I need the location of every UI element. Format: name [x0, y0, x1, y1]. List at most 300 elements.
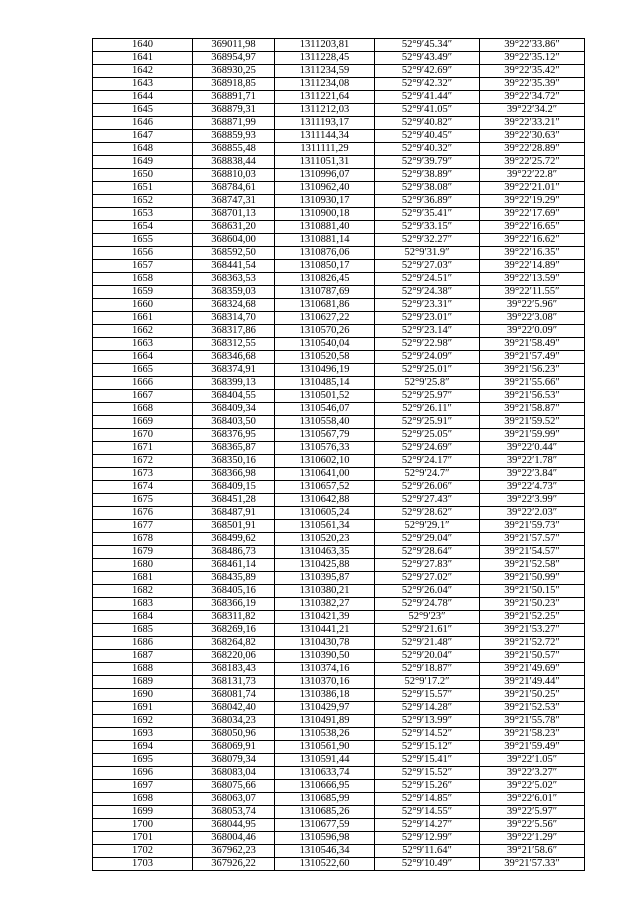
x-coordinate-cell: 368079,34: [193, 754, 275, 767]
point-number-cell: 1685: [93, 624, 193, 637]
x-coordinate-cell: 368451,28: [193, 494, 275, 507]
point-number-cell: 1689: [93, 676, 193, 689]
y-coordinate-cell: 1310633,74: [275, 767, 375, 780]
point-number-cell: 1643: [93, 78, 193, 91]
y-coordinate-cell: 1310491,89: [275, 715, 375, 728]
table-row: [93, 507, 585, 520]
x-coordinate-cell: 368871,99: [193, 117, 275, 130]
latitude-cell: 52°9′15.26″: [375, 780, 480, 793]
table-row: [93, 234, 585, 247]
latitude-cell: 52°9′15.52″: [375, 767, 480, 780]
latitude-cell: 52°9′38.08″: [375, 182, 480, 195]
latitude-cell: 52°9′25.05″: [375, 429, 480, 442]
latitude-cell: 52°9′40.82″: [375, 117, 480, 130]
table-row: [93, 793, 585, 806]
longitude-cell: 39°22′35.42″: [480, 65, 585, 78]
x-coordinate-cell: 368461,14: [193, 559, 275, 572]
latitude-cell: 52°9′24.17″: [375, 455, 480, 468]
longitude-cell: 39°21′59.49″: [480, 741, 585, 754]
point-number-cell: 1681: [93, 572, 193, 585]
table-row: [93, 624, 585, 637]
x-coordinate-cell: 367962,23: [193, 845, 275, 858]
longitude-cell: 39°22′33.86″: [480, 39, 585, 52]
longitude-cell: 39°22′28.89″: [480, 143, 585, 156]
y-coordinate-cell: 1310425,88: [275, 559, 375, 572]
point-number-cell: 1687: [93, 650, 193, 663]
longitude-cell: 39°21′50.25″: [480, 689, 585, 702]
point-number-cell: 1642: [93, 65, 193, 78]
table-row: [93, 858, 585, 871]
table-row: [93, 195, 585, 208]
longitude-cell: 39°21′49.44″: [480, 676, 585, 689]
x-coordinate-cell: 368404,55: [193, 390, 275, 403]
latitude-cell: 52°9′17.2″: [375, 676, 480, 689]
x-coordinate-cell: 368592,50: [193, 247, 275, 260]
y-coordinate-cell: 1310681,86: [275, 299, 375, 312]
point-number-cell: 1661: [93, 312, 193, 325]
table-row: [93, 78, 585, 91]
coordinates-table: [92, 38, 585, 871]
point-number-cell: 1667: [93, 390, 193, 403]
point-number-cell: 1652: [93, 195, 193, 208]
longitude-cell: 39°21′58.49″: [480, 338, 585, 351]
latitude-cell: 52°9′27.03″: [375, 260, 480, 273]
longitude-cell: 39°22′5.96″: [480, 299, 585, 312]
table-row: [93, 689, 585, 702]
latitude-cell: 52°9′27.43″: [375, 494, 480, 507]
y-coordinate-cell: 1310463,35: [275, 546, 375, 559]
longitude-cell: 39°21′50.15″: [480, 585, 585, 598]
table-row: [93, 702, 585, 715]
point-number-cell: 1660: [93, 299, 193, 312]
y-coordinate-cell: 1311228,45: [275, 52, 375, 65]
latitude-cell: 52°9′23″: [375, 611, 480, 624]
point-number-cell: 1701: [93, 832, 193, 845]
y-coordinate-cell: 1310591,44: [275, 754, 375, 767]
table-row: [93, 91, 585, 104]
table-row: [93, 130, 585, 143]
longitude-cell: 39°22′2.03″: [480, 507, 585, 520]
point-number-cell: 1684: [93, 611, 193, 624]
y-coordinate-cell: 1310666,95: [275, 780, 375, 793]
y-coordinate-cell: 1310546,07: [275, 403, 375, 416]
point-number-cell: 1646: [93, 117, 193, 130]
longitude-cell: 39°21′56.53″: [480, 390, 585, 403]
longitude-cell: 39°21′52.58″: [480, 559, 585, 572]
longitude-cell: 39°22′34.2″: [480, 104, 585, 117]
x-coordinate-cell: 368405,16: [193, 585, 275, 598]
point-number-cell: 1640: [93, 39, 193, 52]
latitude-cell: 52°9′12.99″: [375, 832, 480, 845]
y-coordinate-cell: 1310538,26: [275, 728, 375, 741]
table-row: [93, 468, 585, 481]
longitude-cell: 39°21′53.27″: [480, 624, 585, 637]
y-coordinate-cell: 1310380,21: [275, 585, 375, 598]
y-coordinate-cell: 1310850,17: [275, 260, 375, 273]
table-row: [93, 416, 585, 429]
longitude-cell: 39°21′52.72″: [480, 637, 585, 650]
latitude-cell: 52°9′24.51″: [375, 273, 480, 286]
table-row: [93, 559, 585, 572]
point-number-cell: 1691: [93, 702, 193, 715]
y-coordinate-cell: 1310685,99: [275, 793, 375, 806]
latitude-cell: 52°9′23.01″: [375, 312, 480, 325]
x-coordinate-cell: 368069,91: [193, 741, 275, 754]
y-coordinate-cell: 1310496,19: [275, 364, 375, 377]
point-number-cell: 1650: [93, 169, 193, 182]
latitude-cell: 52°9′14.55″: [375, 806, 480, 819]
longitude-cell: 39°22′13.59″: [480, 273, 585, 286]
table-row: [93, 65, 585, 78]
point-number-cell: 1692: [93, 715, 193, 728]
table-row: [93, 299, 585, 312]
y-coordinate-cell: 1310370,16: [275, 676, 375, 689]
point-number-cell: 1651: [93, 182, 193, 195]
longitude-cell: 39°21′59.52″: [480, 416, 585, 429]
longitude-cell: 39°21′57.57″: [480, 533, 585, 546]
table-row: [93, 637, 585, 650]
latitude-cell: 52°9′40.45″: [375, 130, 480, 143]
longitude-cell: 39°22′16.62″: [480, 234, 585, 247]
table-row: [93, 351, 585, 364]
latitude-cell: 52°9′42.32″: [375, 78, 480, 91]
y-coordinate-cell: 1310520,58: [275, 351, 375, 364]
latitude-cell: 52°9′14.27″: [375, 819, 480, 832]
table-row: [93, 845, 585, 858]
table-row: [93, 390, 585, 403]
point-number-cell: 1664: [93, 351, 193, 364]
table-row: [93, 585, 585, 598]
longitude-cell: 39°21′49.69″: [480, 663, 585, 676]
x-coordinate-cell: 368044,95: [193, 819, 275, 832]
y-coordinate-cell: 1310881,14: [275, 234, 375, 247]
x-coordinate-cell: 368317,86: [193, 325, 275, 338]
latitude-cell: 52°9′25.8″: [375, 377, 480, 390]
table-row: [93, 52, 585, 65]
table-row: [93, 221, 585, 234]
table-row: [93, 39, 585, 52]
latitude-cell: 52°9′42.69″: [375, 65, 480, 78]
latitude-cell: 52°9′28.62″: [375, 507, 480, 520]
latitude-cell: 52°9′15.57″: [375, 689, 480, 702]
point-number-cell: 1648: [93, 143, 193, 156]
x-coordinate-cell: 368314,70: [193, 312, 275, 325]
point-number-cell: 1665: [93, 364, 193, 377]
x-coordinate-cell: 368954,97: [193, 52, 275, 65]
point-number-cell: 1670: [93, 429, 193, 442]
latitude-cell: 52°9′29.1″: [375, 520, 480, 533]
point-number-cell: 1644: [93, 91, 193, 104]
latitude-cell: 52°9′40.32″: [375, 143, 480, 156]
y-coordinate-cell: 1310390,50: [275, 650, 375, 663]
x-coordinate-cell: 368063,07: [193, 793, 275, 806]
x-coordinate-cell: 368747,31: [193, 195, 275, 208]
longitude-cell: 39°22′1.29″: [480, 832, 585, 845]
longitude-cell: 39°21′59.73″: [480, 520, 585, 533]
point-number-cell: 1663: [93, 338, 193, 351]
point-number-cell: 1662: [93, 325, 193, 338]
y-coordinate-cell: 1310567,79: [275, 429, 375, 442]
y-coordinate-cell: 1310561,90: [275, 741, 375, 754]
latitude-cell: 52°9′10.49″: [375, 858, 480, 871]
table-row: [93, 741, 585, 754]
y-coordinate-cell: 1310382,27: [275, 598, 375, 611]
x-coordinate-cell: 368435,89: [193, 572, 275, 585]
x-coordinate-cell: 368486,73: [193, 546, 275, 559]
table-row: [93, 832, 585, 845]
x-coordinate-cell: 368855,48: [193, 143, 275, 156]
latitude-cell: 52°9′29.04″: [375, 533, 480, 546]
y-coordinate-cell: 1310657,52: [275, 481, 375, 494]
y-coordinate-cell: 1310558,40: [275, 416, 375, 429]
y-coordinate-cell: 1310570,26: [275, 325, 375, 338]
y-coordinate-cell: 1310881,40: [275, 221, 375, 234]
table-row: [93, 442, 585, 455]
table-row: [93, 208, 585, 221]
longitude-cell: 39°22′35.12″: [480, 52, 585, 65]
point-number-cell: 1702: [93, 845, 193, 858]
point-number-cell: 1679: [93, 546, 193, 559]
y-coordinate-cell: 1311144,34: [275, 130, 375, 143]
table-row: [93, 806, 585, 819]
y-coordinate-cell: 1310930,17: [275, 195, 375, 208]
point-number-cell: 1675: [93, 494, 193, 507]
longitude-cell: 39°21′57.33″: [480, 858, 585, 871]
latitude-cell: 52°9′18.87″: [375, 663, 480, 676]
longitude-cell: 39°22′25.72″: [480, 156, 585, 169]
latitude-cell: 52°9′35.41″: [375, 208, 480, 221]
x-coordinate-cell: 368269,16: [193, 624, 275, 637]
latitude-cell: 52°9′24.7″: [375, 468, 480, 481]
x-coordinate-cell: 368081,74: [193, 689, 275, 702]
latitude-cell: 52°9′28.64″: [375, 546, 480, 559]
table-row: [93, 156, 585, 169]
longitude-cell: 39°22′14.89″: [480, 260, 585, 273]
coordinates-table-body: [93, 39, 585, 871]
point-number-cell: 1668: [93, 403, 193, 416]
latitude-cell: 52°9′43.49″: [375, 52, 480, 65]
y-coordinate-cell: 1310627,22: [275, 312, 375, 325]
x-coordinate-cell: 368499,62: [193, 533, 275, 546]
longitude-cell: 39°21′55.66″: [480, 377, 585, 390]
table-row: [93, 754, 585, 767]
latitude-cell: 52°9′38.89″: [375, 169, 480, 182]
point-number-cell: 1671: [93, 442, 193, 455]
longitude-cell: 39°21′57.49″: [480, 351, 585, 364]
table-row: [93, 611, 585, 624]
latitude-cell: 52°9′22.98″: [375, 338, 480, 351]
point-number-cell: 1669: [93, 416, 193, 429]
table-row: [93, 377, 585, 390]
y-coordinate-cell: 1311111,29: [275, 143, 375, 156]
x-coordinate-cell: 368784,61: [193, 182, 275, 195]
point-number-cell: 1656: [93, 247, 193, 260]
longitude-cell: 39°22′35.39″: [480, 78, 585, 91]
longitude-cell: 39°22′3.08″: [480, 312, 585, 325]
point-number-cell: 1690: [93, 689, 193, 702]
latitude-cell: 52°9′27.83″: [375, 559, 480, 572]
x-coordinate-cell: 368220,06: [193, 650, 275, 663]
y-coordinate-cell: 1310576,33: [275, 442, 375, 455]
table-row: [93, 819, 585, 832]
latitude-cell: 52°9′26.04″: [375, 585, 480, 598]
x-coordinate-cell: 368859,93: [193, 130, 275, 143]
table-row: [93, 780, 585, 793]
table-row: [93, 286, 585, 299]
table-row: [93, 182, 585, 195]
y-coordinate-cell: 1310501,52: [275, 390, 375, 403]
x-coordinate-cell: 368879,31: [193, 104, 275, 117]
point-number-cell: 1694: [93, 741, 193, 754]
y-coordinate-cell: 1310441,21: [275, 624, 375, 637]
x-coordinate-cell: 368131,73: [193, 676, 275, 689]
x-coordinate-cell: 368487,91: [193, 507, 275, 520]
latitude-cell: 52°9′32.27″: [375, 234, 480, 247]
longitude-cell: 39°22′1.78″: [480, 455, 585, 468]
longitude-cell: 39°22′0.09″: [480, 325, 585, 338]
y-coordinate-cell: 1310546,34: [275, 845, 375, 858]
x-coordinate-cell: 368810,03: [193, 169, 275, 182]
table-row: [93, 403, 585, 416]
latitude-cell: 52°9′14.28″: [375, 702, 480, 715]
point-number-cell: 1641: [93, 52, 193, 65]
x-coordinate-cell: 368264,82: [193, 637, 275, 650]
point-number-cell: 1654: [93, 221, 193, 234]
latitude-cell: 52°9′14.85″: [375, 793, 480, 806]
point-number-cell: 1683: [93, 598, 193, 611]
y-coordinate-cell: 1310605,24: [275, 507, 375, 520]
longitude-cell: 39°22′17.69″: [480, 208, 585, 221]
x-coordinate-cell: 368501,91: [193, 520, 275, 533]
point-number-cell: 1677: [93, 520, 193, 533]
table-row: [93, 572, 585, 585]
y-coordinate-cell: 1310429,97: [275, 702, 375, 715]
y-coordinate-cell: 1310561,34: [275, 520, 375, 533]
point-number-cell: 1678: [93, 533, 193, 546]
point-number-cell: 1655: [93, 234, 193, 247]
point-number-cell: 1653: [93, 208, 193, 221]
y-coordinate-cell: 1311193,17: [275, 117, 375, 130]
y-coordinate-cell: 1311234,59: [275, 65, 375, 78]
x-coordinate-cell: 368930,25: [193, 65, 275, 78]
x-coordinate-cell: 368183,43: [193, 663, 275, 676]
latitude-cell: 52°9′25.91″: [375, 416, 480, 429]
point-number-cell: 1657: [93, 260, 193, 273]
y-coordinate-cell: 1310386,18: [275, 689, 375, 702]
x-coordinate-cell: 368604,00: [193, 234, 275, 247]
table-row: [93, 494, 585, 507]
longitude-cell: 39°22′30.63″: [480, 130, 585, 143]
y-coordinate-cell: 1310522,60: [275, 858, 375, 871]
point-number-cell: 1699: [93, 806, 193, 819]
x-coordinate-cell: 368891,71: [193, 91, 275, 104]
table-row: [93, 104, 585, 117]
latitude-cell: 52°9′45.34″: [375, 39, 480, 52]
x-coordinate-cell: 368441,54: [193, 260, 275, 273]
latitude-cell: 52°9′25.01″: [375, 364, 480, 377]
point-number-cell: 1674: [93, 481, 193, 494]
point-number-cell: 1695: [93, 754, 193, 767]
table-row: [93, 520, 585, 533]
latitude-cell: 52°9′20.04″: [375, 650, 480, 663]
longitude-cell: 39°21′58.87″: [480, 403, 585, 416]
x-coordinate-cell: 368409,15: [193, 481, 275, 494]
x-coordinate-cell: 368311,82: [193, 611, 275, 624]
y-coordinate-cell: 1310540,04: [275, 338, 375, 351]
longitude-cell: 39°21′52.25″: [480, 611, 585, 624]
latitude-cell: 52°9′24.69″: [375, 442, 480, 455]
point-number-cell: 1703: [93, 858, 193, 871]
y-coordinate-cell: 1310395,87: [275, 572, 375, 585]
latitude-cell: 52°9′13.99″: [375, 715, 480, 728]
y-coordinate-cell: 1310642,88: [275, 494, 375, 507]
x-coordinate-cell: 368376,95: [193, 429, 275, 442]
table-row: [93, 676, 585, 689]
y-coordinate-cell: 1310602,10: [275, 455, 375, 468]
point-number-cell: 1688: [93, 663, 193, 676]
longitude-cell: 39°22′33.21″: [480, 117, 585, 130]
longitude-cell: 39°22′19.29″: [480, 195, 585, 208]
x-coordinate-cell: 368359,03: [193, 286, 275, 299]
longitude-cell: 39°22′11.55″: [480, 286, 585, 299]
y-coordinate-cell: 1310900,18: [275, 208, 375, 221]
y-coordinate-cell: 1310685,26: [275, 806, 375, 819]
x-coordinate-cell: 369011,98: [193, 39, 275, 52]
latitude-cell: 52°9′15.41″: [375, 754, 480, 767]
longitude-cell: 39°22′16.65″: [480, 221, 585, 234]
longitude-cell: 39°22′5.02″: [480, 780, 585, 793]
table-row: [93, 650, 585, 663]
x-coordinate-cell: 368365,87: [193, 442, 275, 455]
point-number-cell: 1673: [93, 468, 193, 481]
y-coordinate-cell: 1310430,78: [275, 637, 375, 650]
table-row: [93, 546, 585, 559]
point-number-cell: 1700: [93, 819, 193, 832]
x-coordinate-cell: 368324,68: [193, 299, 275, 312]
table-row: [93, 728, 585, 741]
longitude-cell: 39°21′59.99″: [480, 429, 585, 442]
table-row: [93, 312, 585, 325]
point-number-cell: 1693: [93, 728, 193, 741]
y-coordinate-cell: 1310996,07: [275, 169, 375, 182]
y-coordinate-cell: 1310962,40: [275, 182, 375, 195]
latitude-cell: 52°9′41.44″: [375, 91, 480, 104]
longitude-cell: 39°21′50.23″: [480, 598, 585, 611]
x-coordinate-cell: 368918,85: [193, 78, 275, 91]
latitude-cell: 52°9′24.09″: [375, 351, 480, 364]
y-coordinate-cell: 1311212,03: [275, 104, 375, 117]
table-row: [93, 598, 585, 611]
longitude-cell: 39°22′5.97″: [480, 806, 585, 819]
table-row: [93, 247, 585, 260]
longitude-cell: 39°21′54.57″: [480, 546, 585, 559]
point-number-cell: 1672: [93, 455, 193, 468]
x-coordinate-cell: 368399,13: [193, 377, 275, 390]
x-coordinate-cell: 368409,34: [193, 403, 275, 416]
latitude-cell: 52°9′24.78″: [375, 598, 480, 611]
longitude-cell: 39°22′5.56″: [480, 819, 585, 832]
latitude-cell: 52°9′11.64″: [375, 845, 480, 858]
latitude-cell: 52°9′41.05″: [375, 104, 480, 117]
y-coordinate-cell: 1310641,00: [275, 468, 375, 481]
longitude-cell: 39°22′22.8″: [480, 169, 585, 182]
longitude-cell: 39°22′16.35″: [480, 247, 585, 260]
latitude-cell: 52°9′25.97″: [375, 390, 480, 403]
x-coordinate-cell: 368042,40: [193, 702, 275, 715]
x-coordinate-cell: 368366,98: [193, 468, 275, 481]
longitude-cell: 39°22′3.99″: [480, 494, 585, 507]
table-row: [93, 455, 585, 468]
